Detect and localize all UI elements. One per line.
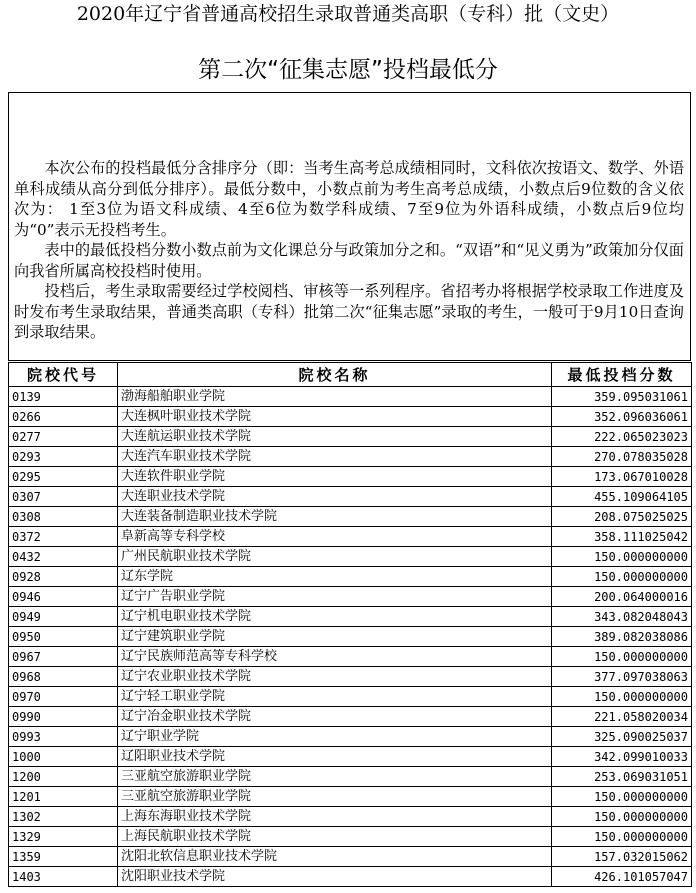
- min-score-cell: 200.064000016: [552, 587, 692, 607]
- school-code-cell: 0293: [9, 447, 118, 467]
- table-row: [9, 707, 692, 727]
- school-code-cell: 0950: [9, 627, 118, 647]
- school-name-cell: 渤海船舶职业学院: [118, 387, 552, 407]
- table-row: [9, 427, 692, 447]
- min-score-cell: 150.000000000: [552, 687, 692, 707]
- table-row: [9, 487, 692, 507]
- school-name-cell: 三亚航空旅游职业学院: [118, 767, 552, 787]
- notes-section: [14, 158, 684, 343]
- school-code-cell: 0928: [9, 567, 118, 587]
- school-code-cell: 0432: [9, 547, 118, 567]
- min-score-cell: 377.097038063: [552, 667, 692, 687]
- school-name-cell: 广州民航职业技术学院: [118, 547, 552, 567]
- school-name-cell: 上海东海职业技术学院: [118, 807, 552, 827]
- table-row: [9, 627, 692, 647]
- table-row: [9, 467, 692, 487]
- school-name-cell: 辽宁民族师范高等专科学校: [118, 647, 552, 667]
- school-code-cell: 1329: [9, 827, 118, 847]
- table-row: [9, 607, 692, 627]
- note-paragraph-bonus: 表中的最低投档分数小数点前为文化课总分与政策加分之和。“双语”和“见义勇为”政策加分仅面向我省所属高校投档时使用。: [14, 241, 684, 280]
- table-row: [9, 667, 692, 687]
- table-row: [9, 727, 692, 747]
- min-score-cell: 342.099010033: [552, 747, 692, 767]
- header-min-score: 最低投档分数: [552, 363, 692, 387]
- table-row: [9, 767, 692, 787]
- school-name-cell: 辽宁农业职业技术学院: [118, 667, 552, 687]
- table-row: [9, 867, 692, 887]
- min-score-cell: 455.109064105: [552, 487, 692, 507]
- school-name-cell: 三亚航空旅游职业学院: [118, 787, 552, 807]
- min-score-cell: 150.000000000: [552, 827, 692, 847]
- school-code-cell: 1302: [9, 807, 118, 827]
- school-code-cell: 1201: [9, 787, 118, 807]
- note-paragraph-admission: 投档后，考生录取需要经过学校阅档、审核等一系列程序。省招考办将根据学校录取工作进度及时发布考生录取结果，普通类高职（专科）批第二次“征集志愿”录取的考生，一般可于9月10日查询到录取结果。: [14, 282, 684, 341]
- min-score-cell: 150.000000000: [552, 547, 692, 567]
- table-row: [9, 747, 692, 767]
- school-name-cell: 大连汽车职业技术学院: [118, 447, 552, 467]
- table-row: [9, 407, 692, 427]
- table-row: [9, 847, 692, 867]
- school-name-cell: 沈阳北软信息职业技术学院: [118, 847, 552, 867]
- table-row: [9, 547, 692, 567]
- min-score-cell: 253.069031051: [552, 767, 692, 787]
- min-score-cell: 150.000000000: [552, 807, 692, 827]
- school-name-cell: 阜新高等专科学校: [118, 527, 552, 547]
- note-paragraph-ranking: 本次公布的投档最低分含排序分（即：当考生高考总成绩相同时，文科依次按语文、数学、外语单科成绩从高分到低分排序）。最低分数中，小数点前为考生高考总成绩，小数点后9位数的含义依次为： 1至3位为语文科成绩、4至6位为数学科成绩、7至9位为外语科成绩，小数点后9位均为“0”表示无投档考生。: [14, 159, 684, 239]
- school-code-cell: 0372: [9, 527, 118, 547]
- school-code-cell: 0307: [9, 487, 118, 507]
- min-score-cell: 389.082038086: [552, 627, 692, 647]
- school-code-cell: 0970: [9, 687, 118, 707]
- min-score-cell: 270.078035028: [552, 447, 692, 467]
- min-score-cell: 208.075025025: [552, 507, 692, 527]
- min-score-cell: 325.090025037: [552, 727, 692, 747]
- school-name-cell: 辽宁广告职业学院: [118, 587, 552, 607]
- school-code-cell: 1200: [9, 767, 118, 787]
- school-name-cell: 辽宁职业学院: [118, 727, 552, 747]
- min-score-cell: 150.000000000: [552, 647, 692, 667]
- table-row: [9, 687, 692, 707]
- min-score-cell: 157.032015062: [552, 847, 692, 867]
- school-code-cell: 0990: [9, 707, 118, 727]
- school-name-cell: 大连软件职业学院: [118, 467, 552, 487]
- min-score-cell: 426.101057047: [552, 867, 692, 887]
- school-code-cell: 0266: [9, 407, 118, 427]
- min-score-cell: 150.000000000: [552, 787, 692, 807]
- school-name-cell: 辽宁冶金职业技术学院: [118, 707, 552, 727]
- school-code-cell: 1403: [9, 867, 118, 887]
- min-score-cell: 222.065023023: [552, 427, 692, 447]
- document-subtitle: 第二次“征集志愿”投档最低分: [198, 57, 498, 83]
- table-row: [9, 387, 692, 407]
- min-score-cell: 352.096036061: [552, 407, 692, 427]
- table-row: [9, 507, 692, 527]
- table-row: [9, 827, 692, 847]
- school-name-cell: 大连职业技术学院: [118, 487, 552, 507]
- table-row: [9, 447, 692, 467]
- header-school-code: 院校代号: [9, 363, 118, 387]
- table-header-row: [9, 363, 692, 387]
- table-row: [9, 647, 692, 667]
- min-score-cell: 359.095031061: [552, 387, 692, 407]
- school-name-cell: 大连装备制造职业技术学院: [118, 507, 552, 527]
- score-table: [8, 362, 692, 887]
- school-name-cell: 上海民航职业技术学院: [118, 827, 552, 847]
- document-title: 2020年辽宁省普通高校招生录取普通类高职（专科）批（文史）: [76, 3, 620, 25]
- school-name-cell: 大连枫叶职业技术学院: [118, 407, 552, 427]
- table-row: [9, 807, 692, 827]
- min-score-cell: 221.058020034: [552, 707, 692, 727]
- school-code-cell: 0993: [9, 727, 118, 747]
- school-name-cell: 大连航运职业技术学院: [118, 427, 552, 447]
- table-row: [9, 587, 692, 607]
- min-score-cell: 358.111025042: [552, 527, 692, 547]
- school-code-cell: 1000: [9, 747, 118, 767]
- min-score-cell: 343.082048043: [552, 607, 692, 627]
- school-code-cell: 1359: [9, 847, 118, 867]
- school-name-cell: 辽宁建筑职业学院: [118, 627, 552, 647]
- table-row: [9, 527, 692, 547]
- table-body: [9, 387, 692, 887]
- school-name-cell: 辽阳职业技术学院: [118, 747, 552, 767]
- school-code-cell: 0277: [9, 427, 118, 447]
- school-code-cell: 0949: [9, 607, 118, 627]
- school-name-cell: 辽宁轻工职业学院: [118, 687, 552, 707]
- school-name-cell: 辽宁机电职业技术学院: [118, 607, 552, 627]
- school-code-cell: 0308: [9, 507, 118, 527]
- header-school-name: 院校名称: [118, 363, 552, 387]
- school-code-cell: 0946: [9, 587, 118, 607]
- min-score-cell: 173.067010028: [552, 467, 692, 487]
- school-name-cell: 辽东学院: [118, 567, 552, 587]
- school-code-cell: 0968: [9, 667, 118, 687]
- table-row: [9, 567, 692, 587]
- school-code-cell: 0139: [9, 387, 118, 407]
- table-row: [9, 787, 692, 807]
- min-score-cell: 150.000000000: [552, 567, 692, 587]
- school-code-cell: 0295: [9, 467, 118, 487]
- school-code-cell: 0967: [9, 647, 118, 667]
- school-name-cell: 沈阳职业技术学院: [118, 867, 552, 887]
